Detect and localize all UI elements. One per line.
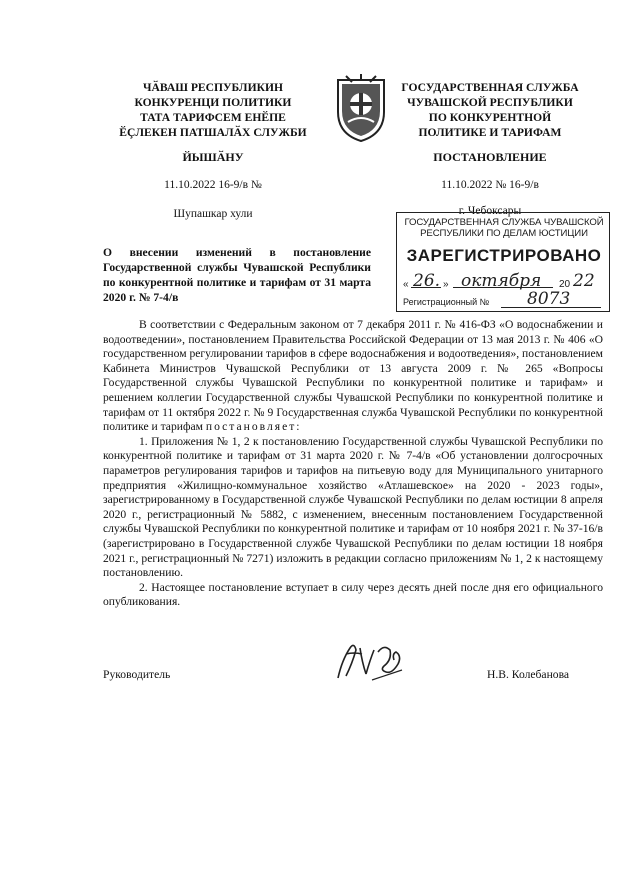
item-1-paragraph: 1. Приложения № 1, 2 к постановлению Государственной службы Чувашской Республики по конкурентной политике и тарифам от 31 марта 2020 г. № 7-4/в «Об установлении долгосрочных параметров регулирования тарифов и тарифов на питьевую воду для Муниципального унитарного предприятия «Жилищно-коммунальное хозяйство «Атлашевское» на 2020 - 2023 годы», зарегистрированному в Государственной службе Чувашской Республики по делам юстиции 8 апреля 2020 г., регистрационный № 5882, с изменением, внесенным постановлением Государственной службы Чувашской Республики по конкурентной политике и тарифам от 10 ноября 2021 г. № 37-16/в (зарегистрировано в Государственной службе Чувашской Республики по делам юстиции 18 ноября 2021 г., регистрационный № 7271) изложить в редакции согласно приложениям № 1, 2 к настоящему постановлению. [103, 434, 603, 580]
header-russian-line: ГОСУДАРСТВЕННАЯ СЛУЖБА [401, 81, 579, 94]
stamp-open-quote: « [403, 279, 409, 290]
doctype-russian: ПОСТАНОВЛЕНИЕ [433, 150, 547, 164]
chuvash-emblem-icon [330, 74, 392, 144]
stamp-org-line1: ГОСУДАРСТВЕННАЯ СЛУЖБА ЧУВАШСКОЙ [404, 217, 604, 228]
city-russian: г. Чебоксары [458, 205, 522, 217]
stamp-month-underline [453, 287, 553, 288]
stamp-reg-underline [501, 307, 601, 308]
document-body [103, 318, 603, 610]
stamp-month: октября [461, 271, 542, 291]
document-title: О внесении изменений в постановление Государственной службы Чувашской Республики по конкурентной политике и тарифам от 31 марта 2020 г. № 7-4/в [103, 246, 371, 304]
header-russian-line: ПОЛИТИКЕ И ТАРИФАМ [418, 126, 562, 139]
item-2-paragraph: 2. Настоящее постановление вступает в силу через десять дней после дня его официального опубликования. [103, 580, 603, 609]
stamp-org-line2: РЕСПУБЛИКИ ПО ДЕЛАМ ЮСТИЦИИ [420, 228, 588, 239]
header-russian-line: ПО КОНКУРЕНТНОЙ [428, 111, 552, 124]
header-chuvash-line: ЧӐВАШ РЕСПУБЛИКИН [142, 81, 284, 94]
preamble-text: В соответствии с Федеральным законом от 7 декабря 2011 г. № 416-ФЗ «О водоснабжении и водоотведении», постановлением Правительства Российской Федерации от 13 мая 2013 г. № 406 «О государственном регулировании тарифов в сфере водоснабжения и водоотведения», постановлением Кабинета Министров Чувашской Республики от 13 августа 2009 г. № 265 «Вопросы Государственной службы Чувашской Республики по конкурентной политике и тарифам» и решением коллегии Государственной службы Чувашской Республики по конкурентной политике и тарифам от 11 октября 2022 г. № 9 Государственная служба Чувашской Республики по конкурентной политике и тарифам [103, 318, 603, 434]
stamp-registered: ЗАРЕГИСТРИРОВАНО [406, 246, 602, 265]
header-russian-org [392, 80, 588, 140]
stamp-date [403, 271, 603, 293]
handwritten-signature [332, 640, 412, 684]
decree-word: постановляет: [205, 420, 302, 434]
stamp-year-prefix: 20 [559, 279, 571, 290]
registration-stamp [396, 212, 610, 312]
stamp-year: 22 [573, 271, 595, 291]
doctype-chuvash: ЙЫШӐНУ [182, 150, 244, 164]
stamp-org [399, 217, 609, 239]
city-chuvash: Шупашкар хули [173, 208, 253, 220]
header-chuvash-org [118, 80, 308, 140]
signer-position: Руководитель [103, 668, 171, 681]
header-russian-line: ЧУВАШСКОЙ РЕСПУБЛИКИ [407, 96, 573, 109]
stamp-reg-number: 8073 [527, 289, 571, 309]
stamp-day-underline [411, 287, 441, 288]
stamp-reg-label: Регистрационный № [403, 297, 490, 307]
signer-name: Н.В. Колебанова [487, 668, 570, 681]
stamp-day: 26. [413, 271, 441, 291]
preamble-paragraph [103, 318, 603, 435]
date-number-chuvash: 11.10.2022 16-9/в № [164, 179, 262, 191]
date-number-russian: 11.10.2022 № 16-9/в [441, 179, 539, 191]
header-chuvash-line: ТАТА ТАРИФСЕМ ЕНӖПЕ [140, 111, 286, 124]
header-chuvash-line: ӖҪЛЕКЕН ПАТШАЛӐХ СЛУЖБИ [119, 126, 307, 139]
header-chuvash-line: КОНКУРЕНЦИ ПОЛИТИКИ [134, 96, 292, 109]
stamp-close-quote: » [443, 279, 449, 290]
